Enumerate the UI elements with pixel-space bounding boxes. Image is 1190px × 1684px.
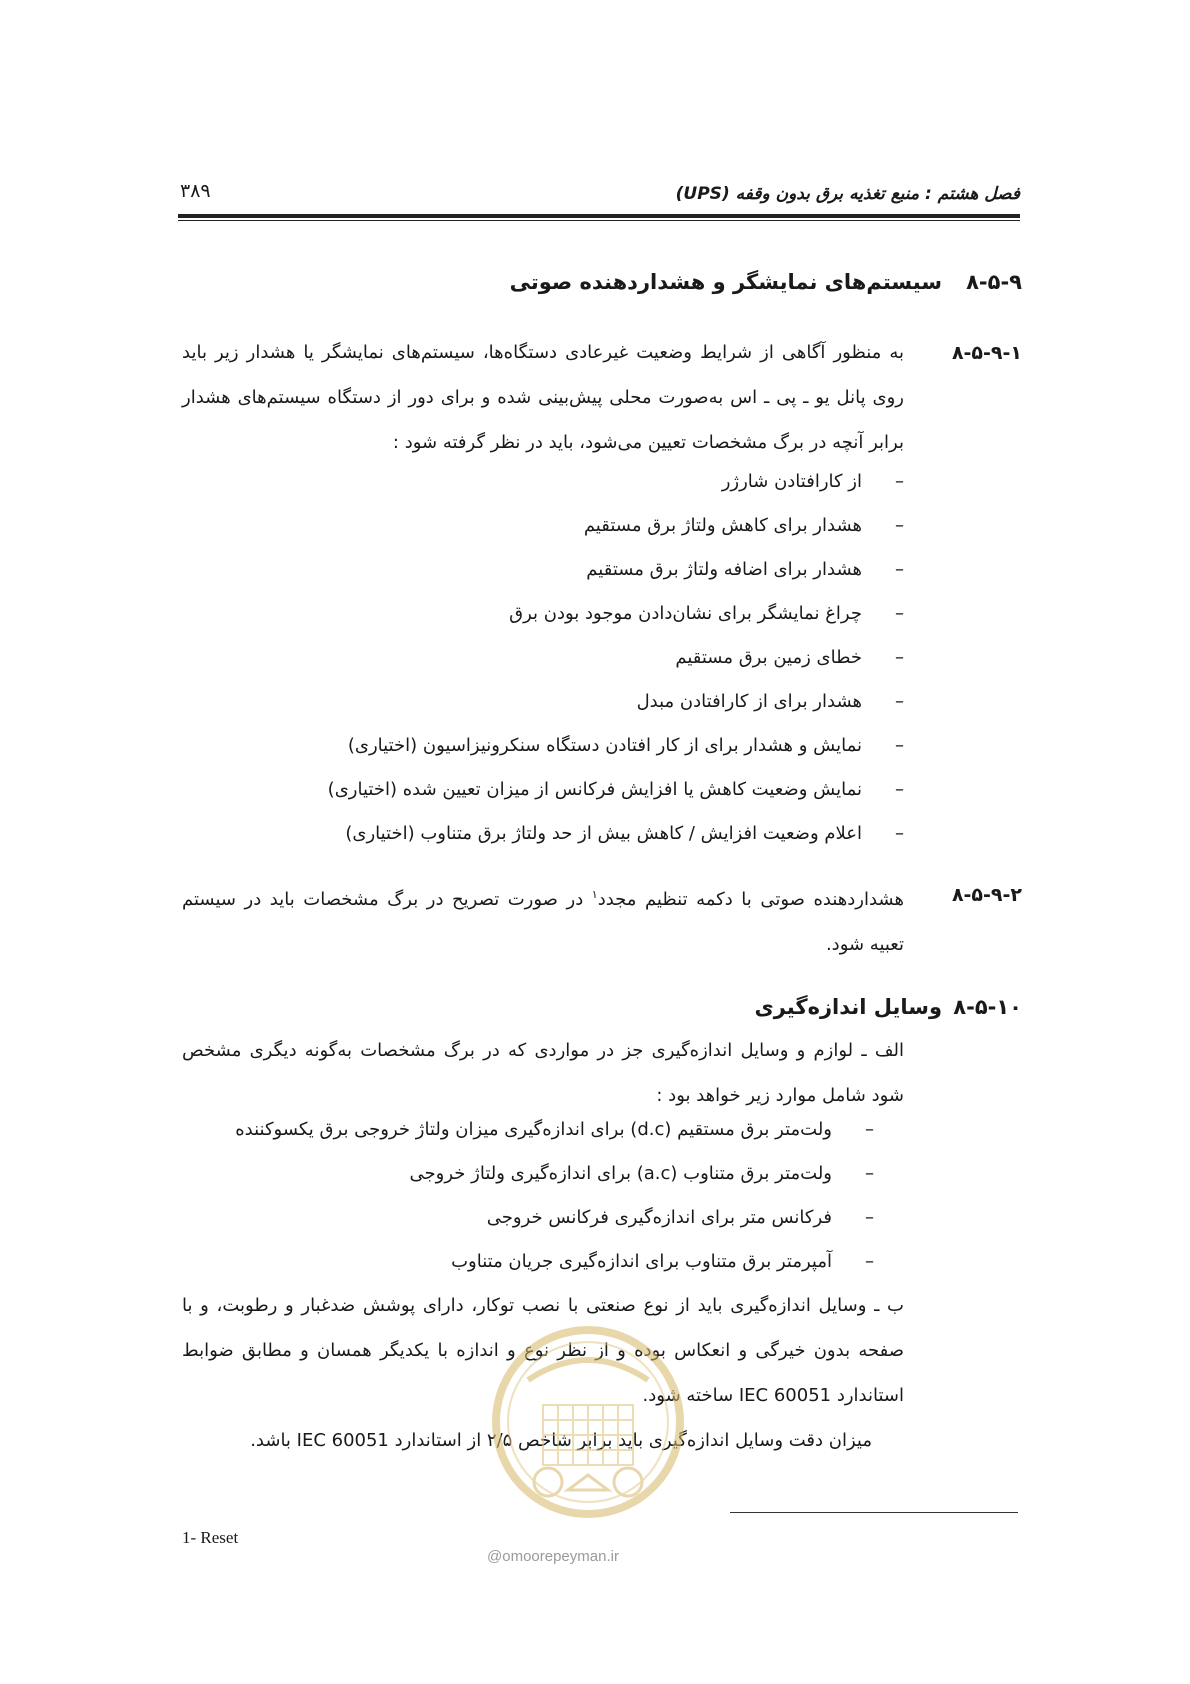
chapter-title: فصل هشتم : منبع تغذیه برق بدون وقفه (UPS) bbox=[675, 184, 1020, 204]
list-item: –ولت‌متر برق متناوب (a.c) برای اندازه‌گیری ولتاژ خروجی bbox=[409, 1163, 874, 1184]
list-item: –ولت‌متر برق مستقیم (d.c) برای اندازه‌گیری میزان ولتاژ خروجی برق یکسوکننده bbox=[235, 1119, 874, 1140]
instruments-list bbox=[235, 1108, 874, 1284]
paragraph-9-2: هشداردهنده صوتی با دکمه تنظیم مجدد$^۱$ در صورت تصریح در برگ مشخصات باید در سیستم تعبیه شود. bbox=[182, 888, 904, 955]
list-item: –هشدار برای کاهش ولتاژ برق مستقیم bbox=[583, 515, 904, 536]
section-title: سیستم‌های نمایشگر و هشداردهنده صوتی bbox=[509, 270, 942, 294]
paragraph-b-accuracy: میزان دقت وسایل اندازه‌گیری باید برابر شاخص ۲/۵ از استاندارد IEC 60051 باشد. bbox=[250, 1430, 872, 1451]
paragraph-number-9-2: ۸-۵-۹-۲ bbox=[951, 884, 1022, 906]
paragraph-9-1: به منظور آگاهی از شرایط وضعیت غیرعادی دستگاه‌ها، سیستم‌های نمایشگر یا هشدار زیر باید روی پانل یو ـ پی ـ اس به‌صورت محلی پیش‌بینی شده و برای دور از دستگاه سیستم‌های هشدار برابر آنچه در برگ مشخصات تعیین می‌شود، باید در نظر گرفته شود : bbox=[182, 342, 904, 453]
list-item: –چراغ نمایشگر برای نشان‌دادن موجود بودن برق bbox=[509, 603, 904, 624]
section-title: وسایل اندازه‌گیری bbox=[754, 995, 942, 1019]
list-item: –خطای زمین برق مستقیم bbox=[675, 647, 904, 668]
section-heading-9 bbox=[510, 270, 1022, 294]
section-number: ۸-۵-۹ bbox=[966, 270, 1022, 294]
watermark-seal-icon bbox=[488, 1310, 688, 1535]
watermark-site-text: @omoorepeyman.ir bbox=[487, 1548, 619, 1565]
list-item: –فرکانس متر برای اندازه‌گیری فرکانس خروجی bbox=[486, 1207, 874, 1228]
header-rule-thin bbox=[178, 220, 1020, 221]
list-item: –هشدار برای از کارافتادن مبدل bbox=[636, 691, 904, 712]
page-header bbox=[178, 178, 1020, 218]
paragraph-number-9-1: ۸-۵-۹-۱ bbox=[951, 342, 1022, 364]
page-number: ۳۸۹ bbox=[180, 180, 211, 202]
alarm-list bbox=[328, 460, 904, 856]
list-item: –نمایش و هشدار برای از کار افتادن دستگاه سنکرونیزاسیون (اختیاری) bbox=[347, 735, 904, 756]
section-number: ۸-۵-۱۰ bbox=[953, 995, 1022, 1019]
list-item: –اعلام وضعیت افزایش / کاهش بیش از حد ولتاژ برق متناوب (اختیاری) bbox=[345, 823, 904, 844]
section-heading-10 bbox=[754, 995, 1022, 1019]
paragraph-b: ب ـ وسایل اندازه‌گیری باید از نوع صنعتی با نصب توکار، دارای پوشش ضدغبار و رطوبت، و با صفحه بدون خیرگی و انعکاس بوده و از نظر نوع و اندازه با یکدیگر همسان و مطابق ضوابط استاندارد IEC 60051 ساخته شود. bbox=[182, 1295, 904, 1406]
list-item: –هشدار برای اضافه ولتاژ برق مستقیم bbox=[586, 559, 904, 580]
list-item: –نمایش وضعیت کاهش یا افزایش فرکانس از میزان تعیین شده (اختیاری) bbox=[327, 779, 904, 800]
footnote: 1- Reset bbox=[182, 1528, 239, 1547]
footnote-rule bbox=[730, 1512, 1018, 1513]
list-item: –آمپرمتر برق متناوب برای اندازه‌گیری جریان متناوب bbox=[451, 1251, 874, 1272]
header-rule-thick bbox=[178, 214, 1020, 218]
list-item: –از کارافتادن شارژر bbox=[721, 471, 904, 492]
footnote-marker: ۱ bbox=[591, 888, 598, 901]
paragraph-a: الف ـ لوازم و وسایل اندازه‌گیری جز در مواردی که در برگ مشخصات به‌گونه دیگری مشخص شود شامل موارد زیر خواهد بود : bbox=[182, 1040, 904, 1106]
